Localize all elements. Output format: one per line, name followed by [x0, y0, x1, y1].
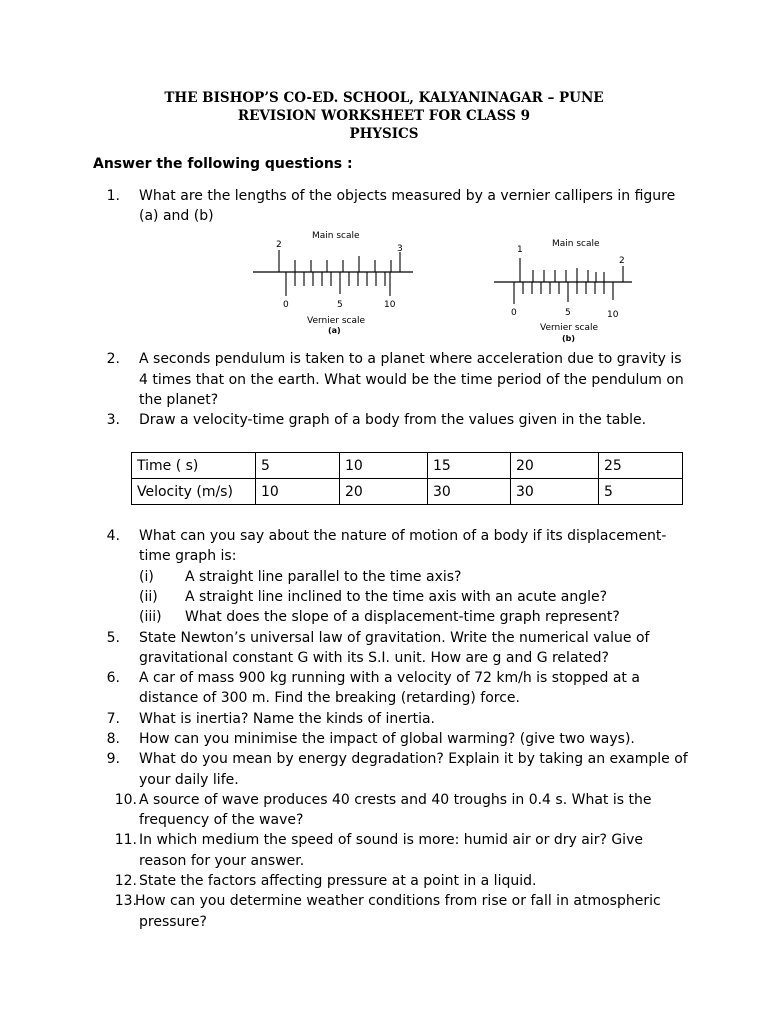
question-text: What are the lengths of the objects measured by a vernier callipers in figure	[139, 188, 676, 204]
main-tick-label: 2	[619, 256, 625, 266]
main-scale-ticks	[520, 258, 623, 282]
table-cell: 20	[340, 479, 428, 505]
vernier-tick-label: 0	[283, 300, 289, 310]
question-text: State the factors affecting pressure at a point in a liquid.	[139, 873, 537, 889]
question-text: A seconds pendulum is taken to a planet where acceleration due to gravity is	[139, 351, 682, 367]
subject-title: PHYSICS	[349, 126, 419, 142]
subitem-text: A straight line parallel to the time axis?	[185, 569, 462, 585]
question-number: 11.	[114, 832, 137, 848]
vernier-tick-label: 10	[607, 310, 619, 320]
school-name: THE BISHOP’S CO-ED. SCHOOL, KALYANINAGAR – PUNE	[164, 90, 604, 106]
subitem-number: (i)	[139, 569, 154, 585]
question-text: Draw a velocity-time graph of a body from the values given in the table.	[139, 412, 647, 428]
main-scale-ticks	[279, 250, 400, 272]
main-scale-label: Main scale	[552, 239, 600, 249]
table-cell: 30	[511, 479, 599, 505]
question-text: frequency of the wave?	[139, 812, 304, 828]
question-text: What do you mean by energy degradation? Explain it by taking an example of	[139, 751, 688, 767]
question-number: 6.	[106, 670, 120, 686]
main-scale-label: Main scale	[312, 231, 360, 241]
table-cell: Time ( s)	[132, 453, 256, 479]
subitem-number: (iii)	[139, 609, 162, 625]
main-tick-label: 3	[397, 244, 403, 254]
vernier-figure-a	[248, 228, 418, 346]
question-text: A car of mass 900 kg running with a velocity of 72 km/h is stopped at a	[139, 670, 640, 686]
table-cell: Velocity (m/s)	[132, 479, 256, 505]
vernier-scale-ticks	[514, 282, 613, 304]
figure-caption: (b)	[562, 334, 576, 343]
vernier-tick-label: 10	[384, 300, 396, 310]
main-tick-label: 2	[276, 240, 282, 250]
question-number: 10.	[114, 792, 137, 808]
question-number: 4.	[106, 528, 120, 544]
question-number: 1.	[106, 188, 120, 204]
question-number: 5.	[106, 630, 120, 646]
question-text: 4 times that on the earth. What would be the time period of the pendulum on	[139, 372, 684, 388]
table-cell: 5	[599, 479, 683, 505]
table-cell: 10	[256, 479, 340, 505]
table-cell: 5	[256, 453, 340, 479]
table-cell: 25	[599, 453, 683, 479]
question-text: (a) and (b)	[139, 208, 214, 224]
question-text: pressure?	[139, 914, 207, 930]
table-cell: 15	[428, 453, 511, 479]
question-text: your daily life.	[139, 772, 239, 788]
question-text: In which medium the speed of sound is more: humid air or dry air? Give	[139, 832, 643, 848]
vernier-tick-label: 5	[565, 308, 571, 318]
question-text: reason for your answer.	[139, 853, 305, 869]
table-row	[132, 479, 683, 505]
question-text: How can you determine weather conditions from rise or fall in atmospheric	[135, 893, 661, 909]
question-text: the planet?	[139, 392, 219, 408]
worksheet-title: REVISION WORKSHEET FOR CLASS 9	[237, 108, 531, 124]
question-number: 2.	[106, 351, 120, 367]
subitem-text: A straight line inclined to the time axis with an acute angle?	[185, 589, 608, 605]
question-text: What is inertia? Name the kinds of inertia.	[139, 711, 436, 727]
question-number: 3.	[106, 412, 120, 428]
subitem-text: What does the slope of a displacement-time graph represent?	[185, 609, 620, 625]
vernier-figure-b	[492, 230, 642, 348]
table-cell: 10	[340, 453, 428, 479]
table-cell: 30	[428, 479, 511, 505]
question-number: 8.	[106, 731, 120, 747]
vernier-scale-label: Vernier scale	[540, 323, 599, 333]
question-text: How can you minimise the impact of global warming? (give two ways).	[139, 731, 635, 747]
main-tick-label: 1	[517, 245, 523, 255]
question-text: gravitational constant G with its S.I. unit. How are g and G related?	[139, 650, 609, 666]
question-text: A source of wave produces 40 crests and 40 troughs in 0.4 s. What is the	[139, 792, 652, 808]
vernier-tick-label: 0	[511, 308, 517, 318]
instructions-heading: Answer the following questions :	[93, 156, 353, 172]
vernier-tick-label: 5	[337, 300, 343, 310]
velocity-time-table	[131, 452, 683, 505]
vernier-scale-ticks	[286, 272, 390, 296]
table-cell: 20	[511, 453, 599, 479]
question-number: 13.	[114, 893, 137, 909]
question-number: 9.	[106, 751, 120, 767]
question-text: distance of 300 m. Find the breaking (retarding) force.	[139, 690, 520, 706]
question-text: time graph is:	[139, 548, 237, 564]
question-number: 7.	[106, 711, 120, 727]
question-text: State Newton’s universal law of gravitation. Write the numerical value of	[139, 630, 650, 646]
figure-caption: (a)	[328, 326, 341, 335]
question-text: What can you say about the nature of motion of a body if its displacement-	[139, 528, 667, 544]
subitem-number: (ii)	[139, 589, 158, 605]
table-row	[132, 453, 683, 479]
vernier-scale-label: Vernier scale	[307, 316, 366, 326]
question-number: 12.	[114, 873, 137, 889]
